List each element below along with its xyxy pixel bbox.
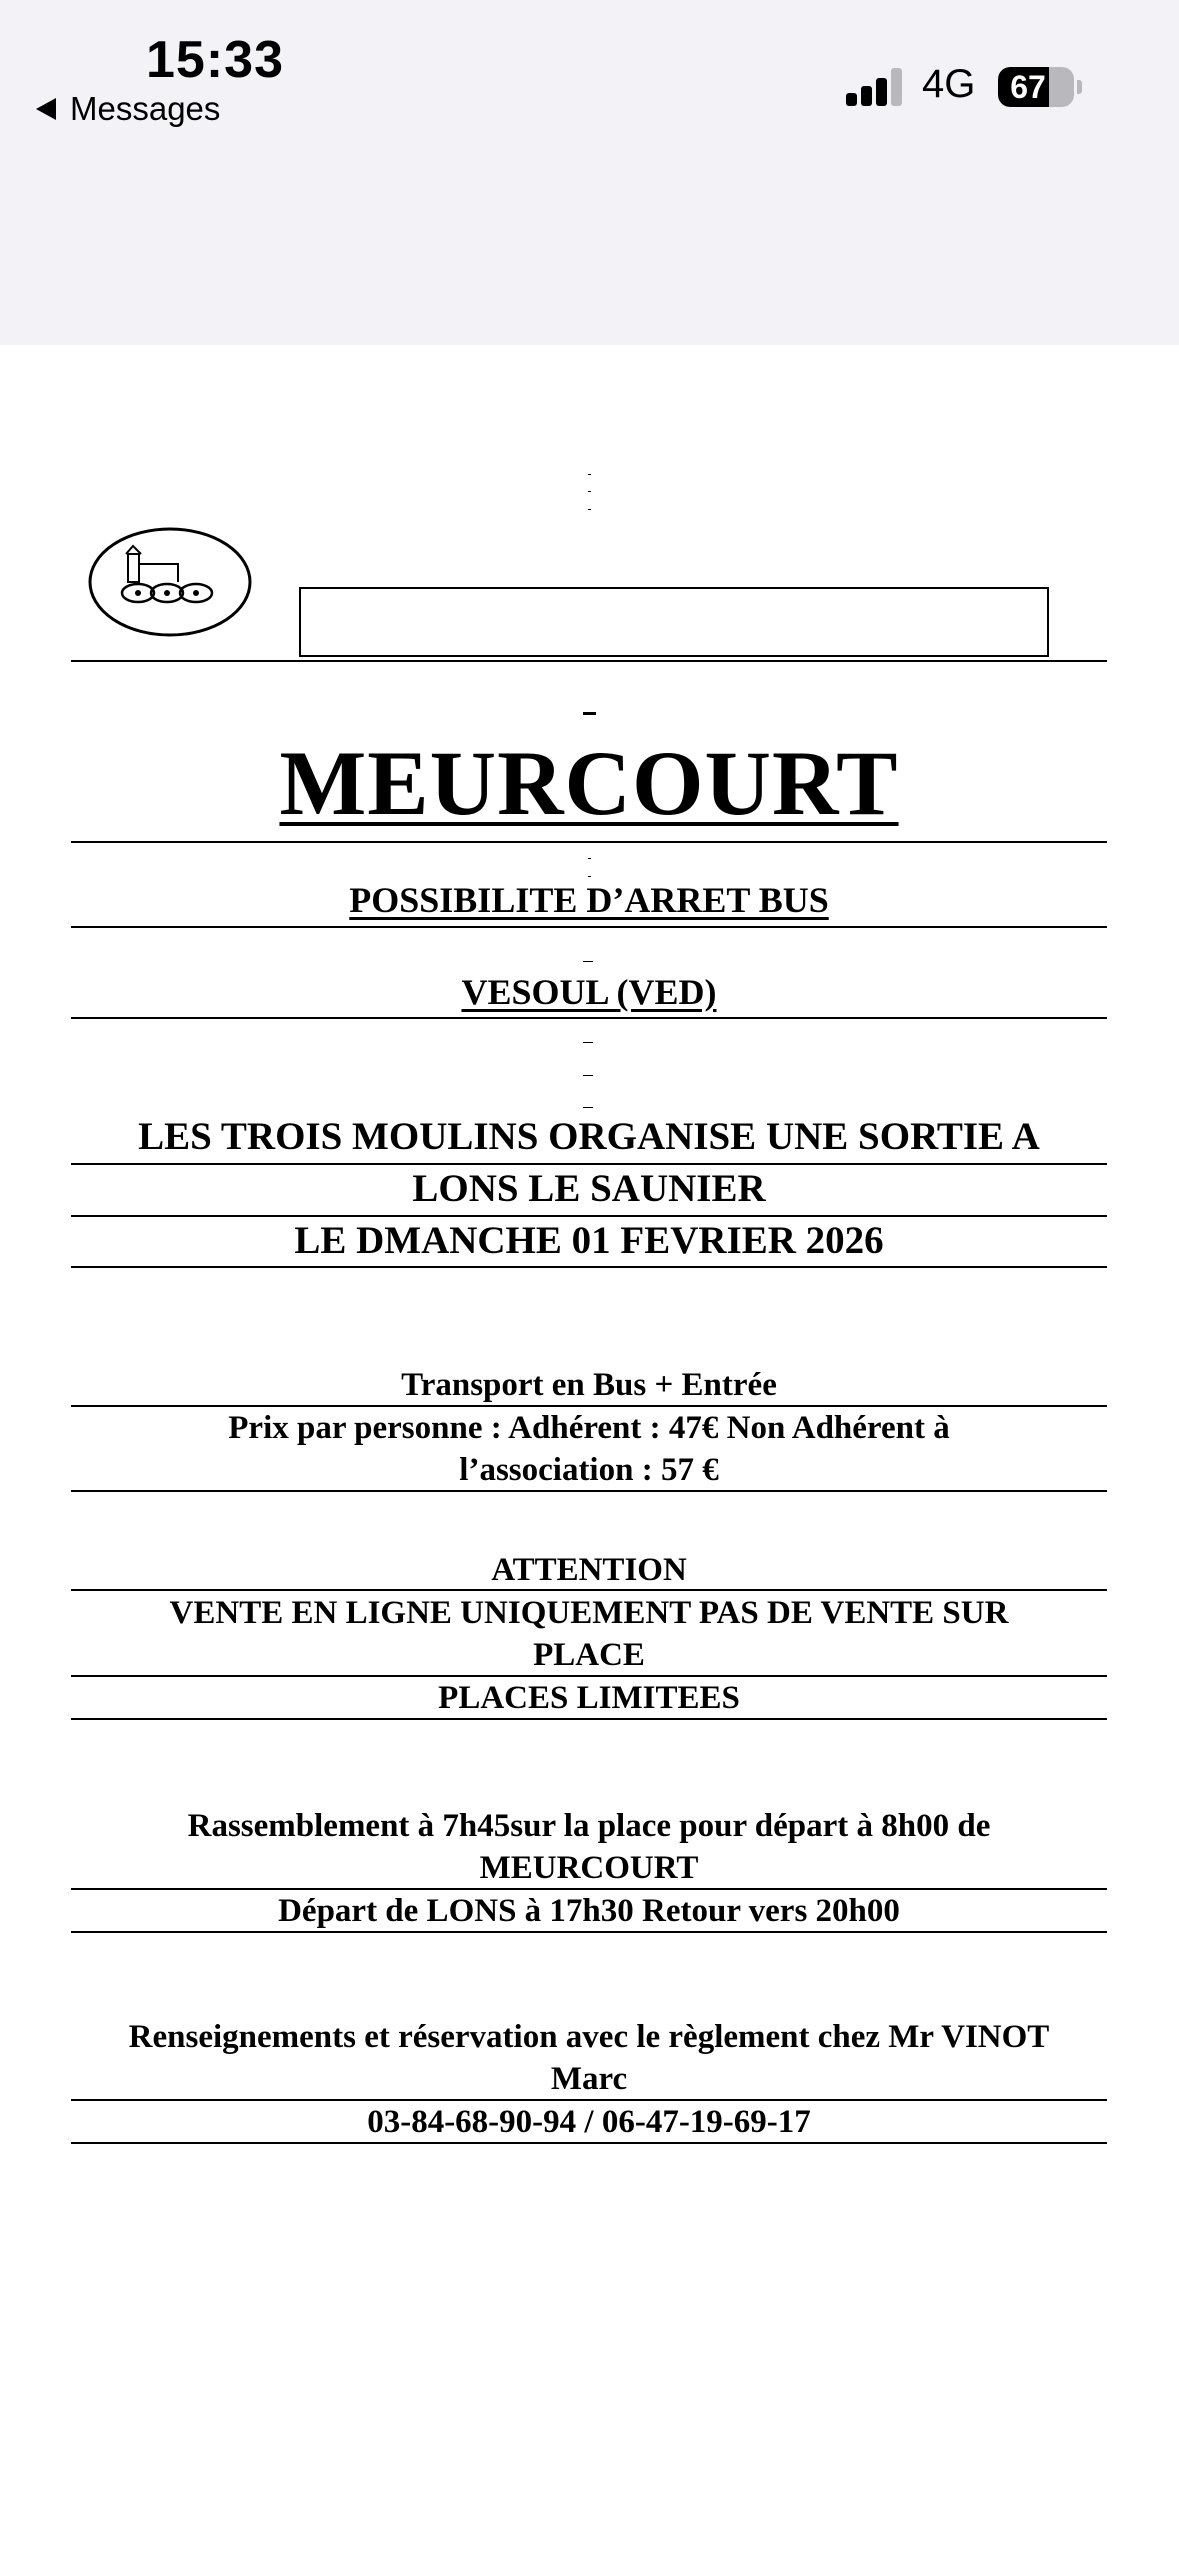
contact-phones: 03-84-68-90-94 / 06-47-19-69-17 <box>367 2104 811 2140</box>
divider <box>71 2142 1107 2144</box>
divider <box>71 1718 1107 1720</box>
headline-line-1: LES TROIS MOULINS ORGANISE UNE SORTIE A <box>138 1115 1040 1158</box>
dot-mark <box>588 491 591 492</box>
dash-mark <box>583 1075 593 1076</box>
attention-heading: ATTENTION <box>491 1552 687 1588</box>
divider <box>71 841 1107 843</box>
dash-mark <box>583 961 593 962</box>
dash-mark <box>583 1107 593 1108</box>
bus-stop-location: VESOUL (VED) <box>461 972 717 1012</box>
divider <box>71 926 1107 928</box>
divider <box>71 1589 1107 1591</box>
online-sale-line-2: PLACE <box>533 1637 645 1673</box>
dot-mark <box>588 858 591 859</box>
divider <box>71 660 1107 662</box>
event-title: MEURCOURT <box>279 732 899 834</box>
dot-mark <box>588 474 591 475</box>
dash-mark <box>583 1042 593 1043</box>
dot-mark <box>588 509 591 510</box>
price-line-2: l’association : 57 € <box>459 1452 719 1488</box>
limited-places: PLACES LIMITEES <box>438 1680 740 1716</box>
headline-date: LE DMANCHE 01 FEVRIER 2026 <box>294 1219 884 1262</box>
return-schedule: Départ de LONS à 17h30 Retour vers 20h00 <box>278 1893 900 1929</box>
divider <box>71 1266 1107 1268</box>
battery-percent: 67 <box>1010 69 1046 105</box>
divider <box>71 1017 1107 1019</box>
online-sale-line-1: VENTE EN LIGNE UNIQUEMENT PAS DE VENTE SUR <box>169 1595 1009 1631</box>
header-box <box>299 587 1049 657</box>
price-line-1: Prix par personne : Adhérent : 47€ Non Adhérent à <box>228 1410 950 1446</box>
contact-line-2: Marc <box>550 2061 628 2097</box>
status-time: 15:33 <box>146 31 284 89</box>
dash-mark <box>583 712 596 715</box>
mill-logo-icon <box>88 526 252 638</box>
divider <box>71 1931 1107 1933</box>
back-label: Messages <box>70 90 221 127</box>
contact-line-1: Renseignements et réservation avec le règlement chez Mr VINOT <box>128 2019 1050 2055</box>
meeting-line-2: MEURCOURT <box>479 1850 699 1886</box>
bus-stop-note: POSSIBILITE D’ARRET BUS <box>349 880 829 920</box>
meeting-line-1: Rassemblement à 7h45sur la place pour départ à 8h00 de <box>187 1808 991 1844</box>
headline-line-2: LONS LE SAUNIER <box>412 1167 766 1210</box>
network-type: 4G <box>922 62 976 106</box>
transport-info: Transport en Bus + Entrée <box>401 1367 777 1403</box>
divider <box>71 1490 1107 1492</box>
